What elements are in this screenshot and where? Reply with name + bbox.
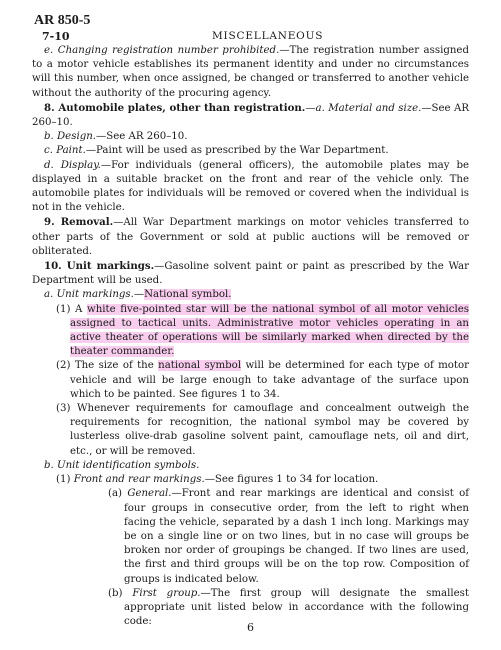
document-id: AR 850-5 [34, 13, 91, 28]
paragraph-8c: c. Paint.—Paint will be used as prescribed by the War Department. [44, 145, 389, 157]
paragraph-10a: a. Unit markings.—National symbol. [44, 289, 232, 301]
item-10a-2: (2) The size of the national symbol will be determined for each type of motor vehicle and will be large enough to take advantage of the surface upon which to be painted. See figures 1 to 34. [56, 360, 469, 400]
item-10b-1: (1) Front and rear markings.—See figures 1 to 34 for location. [56, 474, 379, 486]
section-range: 7-10 [42, 30, 70, 43]
page-header [32, 14, 469, 44]
highlighted-text: national symbol [158, 360, 242, 372]
paragraph-8b: b. Design.—See AR 260–10. [44, 131, 188, 143]
highlighted-text: white five-pointed star will be the national symbol of all motor vehicles assigned to tactical units. Administrative motor vehicles operating in an active theater of operations will be similarly marked when directed by the theater commander. [70, 303, 469, 358]
item-10a-3: (3) Whenever requirements for camouflage and concealment outweigh the requirements for recognition, the national symbol may be covered by lusterless olive-drab gasoline solvent paint, camouflage nets, oil and dirt, etc., or will be removed. [56, 403, 469, 457]
item-10b-1a: (a) General.—Front and rear markings are identical and consist of four groups in consecutive order, from the left to right when facing the vehicle, separated by a dash 1 inch long. Markings may be on a single line or on two lines, but in no case will groups be broken nor order of groupings be changed. If two lines are used, the first and third groups will be on the top row. Composition of groups is indicated below. [108, 488, 469, 585]
paragraph-10b: b. Unit identification symbols. [44, 459, 200, 471]
section-9: 9. Removal.—All War Department markings on motor vehicles transferred to other parts of the Government or sold at public auctions will be removed or obliterated. [32, 216, 469, 257]
paragraph-8d: d. Display.—For individuals (general officers), the automobile plates may be displayed in a suitable bracket on the front and rear of the vehicle only. The automobile plates for individuals will be removed or covered when the individual is not in the vehicle. [32, 159, 469, 214]
section-8-heading: 8. Automobile plates, other than registration.—a. Material and size.—See AR 260–10. [32, 101, 469, 129]
item-10a-1: (1) A white five-pointed star will be the national symbol of all motor vehicles assigned to tactical units. Administrative motor vehicles operating in an active theater of operations will be similarly marked when directed by the theater commander. [56, 303, 469, 358]
paragraph-7e: e. Changing registration number prohibited.—The registration number assigned to a motor vehicle establishes its permanent identity and under no circumstances will this number, when once assigned, be changed or transferred to another vehicle without the authority of the procuring agency. [32, 45, 469, 99]
highlighted-text: National symbol. [144, 289, 232, 301]
page-number: 6 [247, 621, 254, 634]
item-10b-1b: (b) First group.—The first group will designate the smallest appropriate unit listed below in accordance with the following code: [108, 587, 470, 628]
page-topic: MISCELLANEOUS [212, 30, 324, 42]
paragraph-title: Changing registration number prohibited. [57, 45, 280, 56]
section-10: 10. Unit markings.—Gasoline solvent paint or paint as prescribed by the War Department will be used. [32, 260, 469, 287]
